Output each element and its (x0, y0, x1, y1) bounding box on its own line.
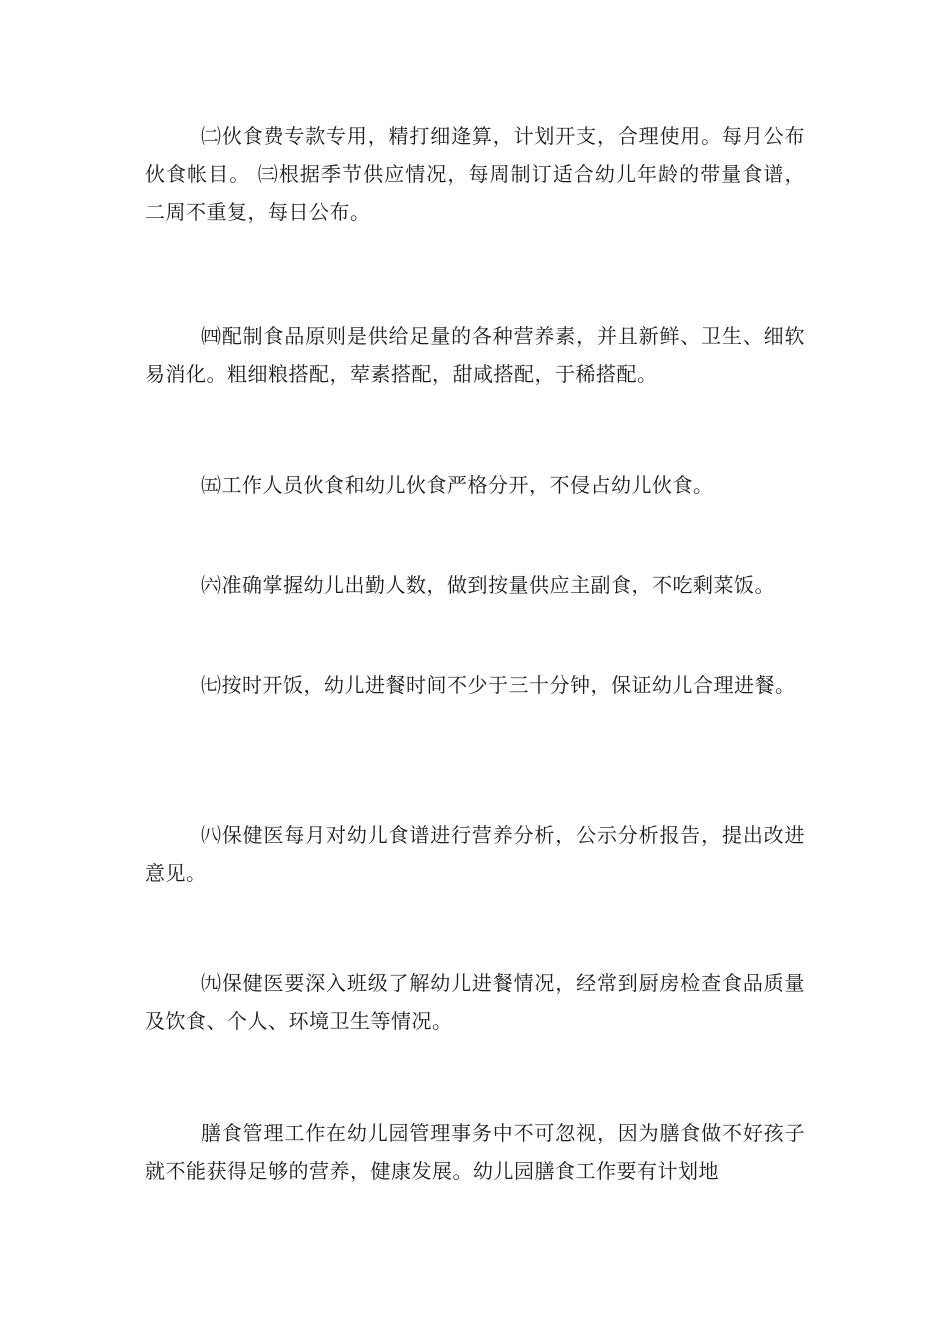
paragraph-meal-time: ㈦按时开饭，幼儿进餐时间不少于三十分钟，保证幼儿合理进餐。 (201, 673, 796, 697)
paragraph-attendance: ㈥准确掌握幼儿出勤人数，做到按量供应主副食，不吃剩菜饭。 (201, 573, 775, 597)
paragraph-fees-and-menu: ㈡伙食费专款专用，精打细逄算，计划开支，合理使用。每月公布伙食帐目。 ㈢根据季节供应情况，每周制订适合幼儿年龄的带量食谱，二周不重复，每日公布。 (145, 124, 805, 224)
paragraph-staff-meals: ㈤工作人员伙食和幼儿伙食严格分开，不侵占幼儿伙食。 (201, 473, 714, 497)
paragraph-food-principles: ㈣配制食品原则是供给足量的各种营养素，并且新鲜、卫生、细软易消化。粗细粮搭配，荤素搭配，甜咸搭配，于稀搭配。 (145, 324, 805, 386)
paragraph-meal-management: 膳食管理工作在幼儿园管理事务中不可忽视，因为膳食做不好孩子就不能获得足够的营养，健康发展。幼儿园膳食工作要有计划地 (145, 1121, 805, 1183)
paragraph-nutrition-analysis: ㈧保健医每月对幼儿食谱进行营养分析，公示分析报告，提出改进意见。 (145, 823, 805, 885)
paragraph-health-inspection: ㈨保健医要深入班级了解幼儿进餐情况，经常到厨房检查食品质量及饮食、个人、环境卫生等情况。 (145, 971, 805, 1033)
